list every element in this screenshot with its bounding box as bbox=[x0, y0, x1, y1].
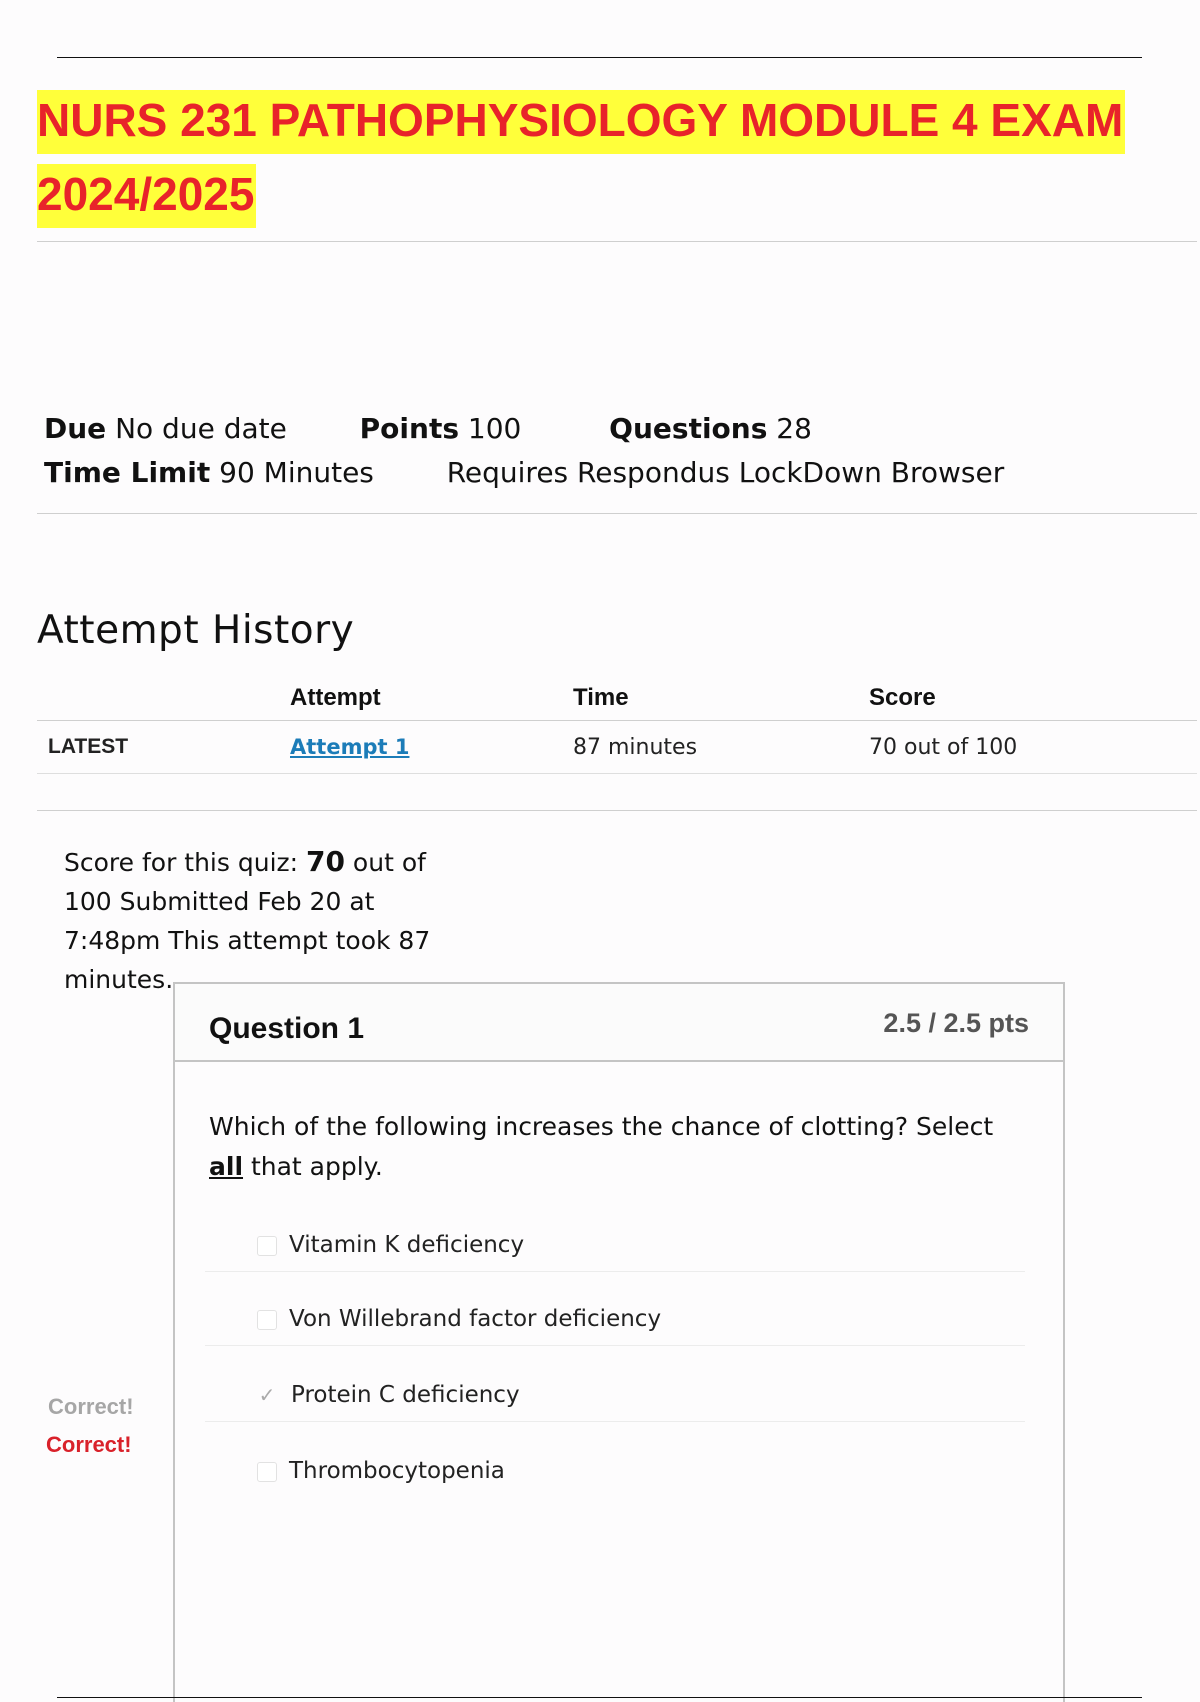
answer-option[interactable] bbox=[205, 1302, 1025, 1346]
history-divider bbox=[37, 810, 1197, 811]
question-points: 2.5 / 2.5 pts bbox=[883, 1008, 1029, 1038]
questions-value: 28 bbox=[776, 412, 812, 445]
title-line-2: 2024/2025 bbox=[37, 164, 256, 228]
answer-option[interactable] bbox=[205, 1378, 1025, 1422]
header-score: Score bbox=[869, 676, 1197, 721]
top-rule bbox=[57, 57, 1142, 58]
due-value: No due date bbox=[115, 412, 287, 445]
attempt-link[interactable]: Attempt 1 bbox=[290, 734, 410, 759]
attempt-history-header-row bbox=[37, 676, 1197, 721]
answer-option[interactable] bbox=[205, 1228, 1025, 1272]
header-status bbox=[37, 676, 290, 721]
answer-option[interactable] bbox=[205, 1454, 1025, 1498]
question-text-end: that apply. bbox=[243, 1152, 383, 1181]
question-text-start: Which of the following increases the chance of clotting? Select bbox=[209, 1112, 994, 1141]
checkbox[interactable] bbox=[257, 1310, 277, 1330]
score-summary-prefix: Score for this quiz: bbox=[64, 848, 307, 877]
question-text-emphasis: all bbox=[209, 1152, 244, 1181]
answer-label: Thrombocytopenia bbox=[289, 1458, 505, 1484]
attempt-score: 70 out of 100 bbox=[869, 721, 1197, 774]
answer-label: Von Willebrand factor deficiency bbox=[289, 1306, 662, 1332]
time-limit-label: Time Limit bbox=[44, 456, 211, 489]
document-title bbox=[37, 90, 1157, 238]
quiz-details-row-2 bbox=[44, 456, 1004, 489]
question-header bbox=[175, 984, 1063, 1062]
answer-divider bbox=[205, 1421, 1025, 1422]
bottom-rule bbox=[57, 1697, 1142, 1698]
title-line-1: NURS 231 PATHOPHYSIOLOGY MODULE 4 EXAM bbox=[37, 90, 1125, 154]
correct-feedback: Correct! bbox=[46, 1432, 132, 1457]
answer-label: Vitamin K deficiency bbox=[289, 1232, 525, 1258]
details-divider bbox=[37, 513, 1197, 514]
attempt-history-heading: Attempt History bbox=[37, 608, 355, 653]
points-value: 100 bbox=[467, 412, 522, 445]
question-text bbox=[209, 1107, 1029, 1187]
latest-badge: LATEST bbox=[37, 721, 290, 774]
time-limit-value: 90 Minutes bbox=[219, 456, 374, 489]
title-divider bbox=[37, 241, 1197, 242]
attempt-history-table bbox=[37, 676, 1197, 774]
correct-feedback-faded: Correct! bbox=[48, 1394, 134, 1419]
score-summary bbox=[64, 842, 464, 999]
answer-divider bbox=[205, 1271, 1025, 1272]
due-label: Due bbox=[44, 412, 107, 445]
attempt-time: 87 minutes bbox=[573, 721, 869, 774]
quiz-details-row-1 bbox=[44, 412, 812, 445]
table-row bbox=[37, 721, 1197, 774]
answer-label: Protein C deficiency bbox=[291, 1382, 520, 1408]
checkbox[interactable] bbox=[257, 1462, 277, 1482]
checkbox[interactable] bbox=[257, 1236, 277, 1256]
score-value: 70 bbox=[306, 845, 345, 878]
header-attempt: Attempt bbox=[290, 676, 573, 721]
question-title: Question 1 bbox=[209, 1012, 365, 1045]
lockdown-requirement: Requires Respondus LockDown Browser bbox=[446, 456, 1005, 489]
question-card bbox=[173, 982, 1065, 1702]
answer-divider bbox=[205, 1345, 1025, 1346]
checkmark-icon[interactable]: ✓ bbox=[258, 1383, 276, 1407]
score-summary-suffix: out of 100 Submitted Feb 20 at 7:48pm This attempt took 87 minutes. bbox=[64, 848, 431, 994]
questions-label: Questions bbox=[609, 412, 768, 445]
points-label: Points bbox=[359, 412, 459, 445]
header-time: Time bbox=[573, 676, 869, 721]
